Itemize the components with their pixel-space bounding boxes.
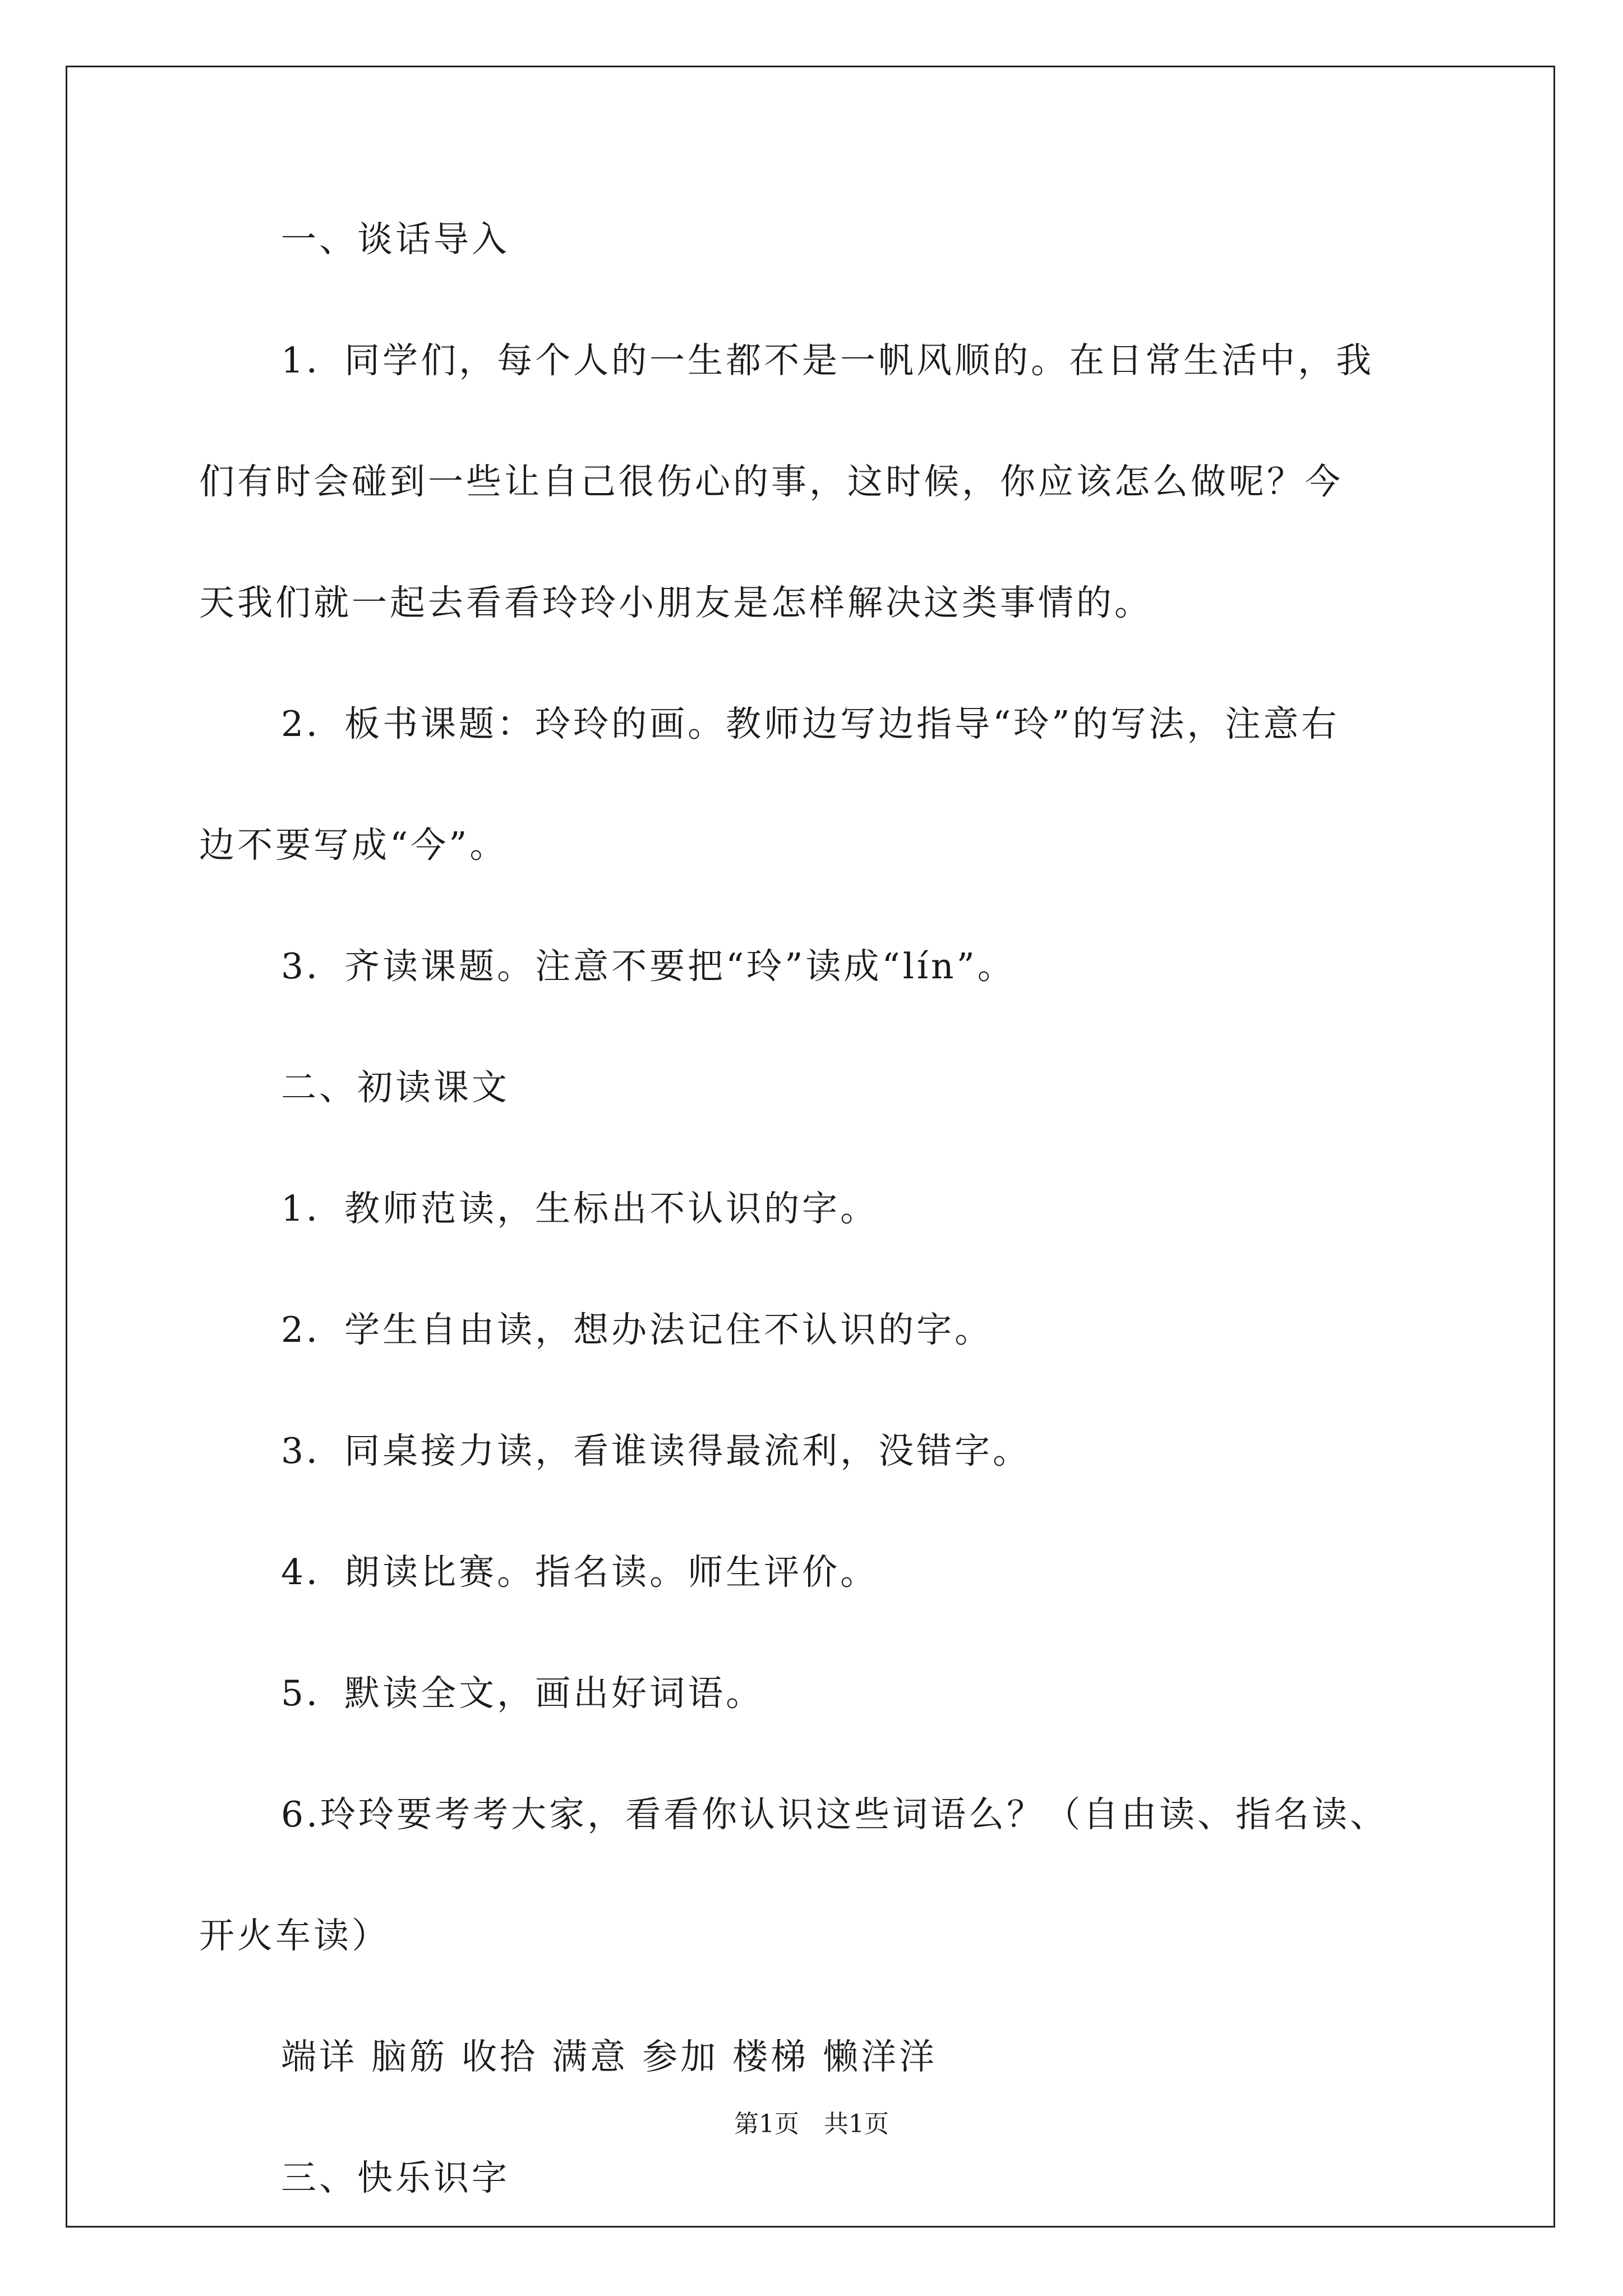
- paragraph-line: 开火车读）: [199, 1915, 390, 1956]
- paragraph-line: 6.玲玲要考考大家，看看你认识这些词语么？（自由读、指名读、: [281, 1794, 1389, 1835]
- paragraph-line: 2．学生自由读，想办法记住不认识的字。: [281, 1309, 993, 1350]
- page-border: [66, 66, 1555, 2228]
- paragraph-line: 天我们就一起去看看玲玲小朋友是怎样解决这类事情的。: [199, 582, 1152, 623]
- vocabulary-list: 端详 脑筋 收拾 满意 参加 楼梯 懒洋洋: [281, 2036, 938, 2077]
- section-heading-2: 二、初读课文: [281, 1067, 510, 1108]
- paragraph-line: 2．板书课题：玲玲的画。教师边写边指导“玲”的写法，注意右: [281, 703, 1340, 744]
- paragraph-line: 边不要写成“今”。: [199, 825, 508, 866]
- paragraph-line: 们有时会碰到一些让自己很伤心的事，这时候，你应该怎么做呢？今: [199, 461, 1343, 502]
- paragraph-line: 4．朗读比赛。指名读。师生评价。: [281, 1552, 879, 1593]
- paragraph-line: 5．默读全文，画出好词语。: [281, 1673, 764, 1714]
- page-number: 第1页 共1页: [734, 2110, 889, 2138]
- paragraph-line: 1．同学们，每个人的一生都不是一帆风顺的。在日常生活中，我: [281, 340, 1375, 381]
- section-heading-3: 三、快乐识字: [281, 2157, 510, 2198]
- section-heading-1: 一、谈话导入: [281, 219, 510, 260]
- paragraph-line: 3．齐读课题。注意不要把“玲”读成“lín”。: [281, 946, 1016, 987]
- paragraph-line: 1．教师范读，生标出不认识的字。: [281, 1188, 879, 1229]
- paragraph-line: 3．同桌接力读，看谁读得最流利，没错字。: [281, 1430, 1031, 1471]
